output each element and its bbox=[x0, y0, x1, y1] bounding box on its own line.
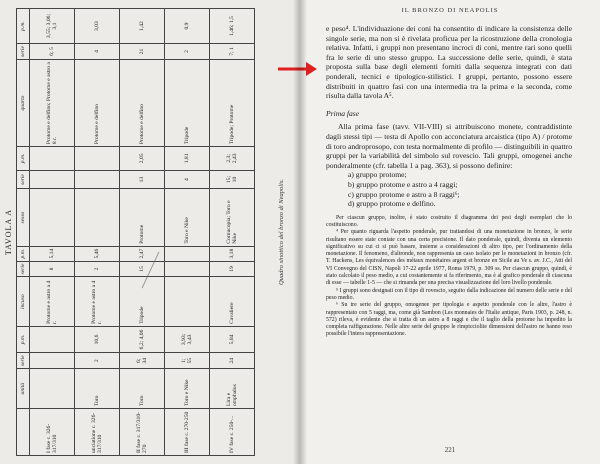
header-pm: p.m. bbox=[17, 326, 30, 352]
header-serie: serie bbox=[17, 353, 30, 369]
cell-incuso-serie: 8 bbox=[30, 261, 75, 277]
cell-unita: Toro bbox=[120, 369, 165, 409]
page-number: 221 bbox=[444, 446, 456, 454]
cell-sesso bbox=[75, 189, 120, 246]
cell-quarto: Tripode; Protome bbox=[210, 59, 255, 146]
cell-incuso-serie: 15 bbox=[120, 261, 165, 277]
cell-sesso-serie bbox=[30, 170, 75, 189]
cell-incuso: Protome e astro a 4 r. bbox=[30, 277, 75, 326]
cell-sesso-serie bbox=[75, 170, 120, 189]
synoptic-table bbox=[16, 8, 255, 456]
cell-unita: Toro bbox=[75, 369, 120, 409]
cell-quarto-serie: 21 bbox=[120, 44, 165, 60]
cell-quarto: Protome e delfino; Protome e astro a 8 r. bbox=[30, 59, 75, 146]
header-unita: unità bbox=[17, 369, 30, 409]
header-incuso: incuso bbox=[17, 277, 30, 326]
table-row bbox=[165, 9, 210, 456]
cell-quarto-pm: 1,42 bbox=[120, 9, 165, 44]
cell-unita-serie bbox=[30, 353, 75, 369]
cell-sesso-serie: 13 bbox=[120, 170, 165, 189]
cell-quarto: Protome e delfino bbox=[120, 59, 165, 146]
cell-sesso: Protome bbox=[120, 189, 165, 246]
red-arrow-icon bbox=[276, 60, 318, 78]
paragraph-2: Alla prima fase (tavv. VII-VIII) si attribuiscono monete, contraddistinte dagli stessi tipi — testa di Apollo con acconciatura arcaistica (tipo A) / protome di toro androprosopo, con testa normalmente di profilo — distinguibili in quattro gruppi per la variabilità del simbolo sul rovescio. Tali gruppi, omogenei anche ponderalmente (cfr. tabella 1 a pag. 363), si possono definire: bbox=[326, 122, 572, 170]
footnote: ⁴ Per quanto riguarda l'aspetto ponderale, pur trattandosi di una monetazione in bronzo, le serie risultano essere state coniate con una certa precisione. Il dato ponderale, quindi, diventa un elemento significativo su cui ci si può basare, insieme a considerazioni di altro tipo, per l'ordinamento della monetazione. Il fenomeno, d'altronde, non rappresenta un caso isolato per le monetazioni in bronzo (cfr. T. Hackens, Les équivalences des métaux monétaires argent et bronze en Sicile au Ve s. av. J.C., Atti del VI Convegno del CISN, Napoli 17-22 aprile 1977, Roma 1979, p. 309 ss. Per ciascun gruppo, quindi, è stato calcolato il peso medio, a cui costantemente si fa riferimento, ma è al grafico ponderale di ciascuna di esse — tabelle 1-5 — che si rimanda per una precisa visualizzazione del loro livello ponderale. bbox=[326, 229, 572, 287]
list-item: d) gruppo protome e delfino. bbox=[348, 199, 436, 209]
paragraph-1: e peso⁴. L'individuazione dei coni ha consentito di indicare la consistenza delle singole serie, ma non si è rivelata proficua per la ricostruzione della cronologia relativa. Infatti, i gruppi non presentano incroci di coni, mentre rari sono quelli fra le serie di uno stesso gruppo. La successione delle serie, quindi, è stata proposta sulla base degli elementi forniti dalla sequenza integrati con dati ponderali, tecnici e tipologico-stilistici. I gruppi, pertanto, possono essere distribuiti in quattro fasi con una intermedia tra la prima e la seconda, come risulta dalla tavola A⁵. bbox=[326, 24, 572, 101]
cell-sesso: Toro e Nike bbox=[165, 189, 210, 246]
cell-incuso-serie bbox=[165, 261, 210, 277]
cell-fase: unciatione c. 326-317/310 bbox=[75, 409, 120, 456]
header-serie: serie bbox=[17, 44, 30, 60]
cell-fase: III fase c. 270-250 bbox=[165, 409, 210, 456]
cell-unita-pm: 5,84 bbox=[210, 326, 255, 352]
cell-unita-serie: 2 bbox=[75, 353, 120, 369]
cell-fase: I fase c. 326-317/310 bbox=[30, 409, 75, 456]
cell-unita-pm: 10,6 bbox=[75, 326, 120, 352]
header-quarto: quarto bbox=[17, 59, 30, 146]
cell-quarto-pm: 3,03 bbox=[75, 9, 120, 44]
body-text bbox=[326, 24, 572, 339]
cell-quarto-pm: 1,46; 1,5 bbox=[210, 9, 255, 44]
table-row bbox=[210, 9, 255, 456]
header-pm: p.m. bbox=[17, 246, 30, 261]
list-item: b) gruppo protome e astro a 4 raggi; bbox=[348, 179, 458, 189]
cell-sesso: Cornucopia; Toro e Nike bbox=[210, 189, 255, 246]
header-pm: p.m. bbox=[17, 9, 30, 44]
cell-sesso-serie: 4 bbox=[165, 170, 210, 189]
cell-sesso-pm: 2,05 bbox=[120, 147, 165, 171]
cell-unita-pm: 3,93; 3,43 bbox=[165, 326, 210, 352]
footnote: ⁵ I gruppi sono designati con il tipo di rovescio, seguito dalla indicazione del numero delle serie e del peso medio. bbox=[326, 287, 572, 301]
cell-quarto-pm: 0,9 bbox=[165, 9, 210, 44]
table-header-row bbox=[17, 9, 30, 456]
cell-unita-serie: 1; 55 bbox=[165, 353, 210, 369]
footnote: Per ciascun gruppo, inoltre, è stato costruito il diagramma dei pesi degli esemplari che lo costituiscono. bbox=[326, 214, 572, 228]
cell-quarto-serie: 7; 1 bbox=[210, 44, 255, 60]
arrow-head bbox=[306, 62, 317, 76]
cell-sesso-pm: 2,3; 2,43 bbox=[210, 147, 255, 171]
cell-unita: Toro e Nike bbox=[165, 369, 210, 409]
cell-fase: IV fase c. 250-... bbox=[210, 409, 255, 456]
cell-incuso-pm: 5,14 bbox=[30, 246, 75, 261]
running-head: IL BRONZO DI NEAPOLIS bbox=[401, 7, 499, 14]
cell-incuso bbox=[165, 277, 210, 326]
cell-incuso: Protome e astro a 4 r. bbox=[75, 277, 120, 326]
cell-quarto-serie: 4 bbox=[75, 44, 120, 60]
header-sesso: sesso bbox=[17, 189, 30, 246]
cell-unita-serie: 24 bbox=[210, 353, 255, 369]
cell-incuso: Cavaliere bbox=[210, 277, 255, 326]
cell-incuso-pm: 2,47 bbox=[120, 246, 165, 261]
list-item: a) gruppo protome; bbox=[348, 170, 407, 180]
cell-incuso-serie: 2 bbox=[75, 261, 120, 277]
cell-incuso: Tripode bbox=[120, 277, 165, 326]
cell-quarto: Tripode bbox=[165, 59, 210, 146]
cell-incuso-pm: 3,18 bbox=[210, 246, 255, 261]
table-row bbox=[30, 9, 75, 456]
cell-quarto: Protome e delfino bbox=[75, 59, 120, 146]
cell-incuso-pm bbox=[165, 246, 210, 261]
cell-sesso-pm: 1,81 bbox=[165, 147, 210, 171]
table-caption: Quadro sinottico del bronzo di Neapolis. bbox=[278, 178, 285, 286]
right-page bbox=[300, 0, 600, 464]
header-serie: serie bbox=[17, 170, 30, 189]
cell-unita-pm: 6,2; 4,06 bbox=[120, 326, 165, 352]
cell-unita-serie: 6; 34 bbox=[120, 353, 165, 369]
cell-sesso bbox=[30, 189, 75, 246]
cell-unita-pm bbox=[30, 326, 75, 352]
cell-unita bbox=[30, 369, 75, 409]
cell-fase: II fase c. 317/310-270 bbox=[120, 409, 165, 456]
table-title: TAVOLA A bbox=[4, 208, 13, 256]
section-title: Prima fase bbox=[326, 108, 360, 118]
cell-quarto-serie: 2 bbox=[165, 44, 210, 60]
cell-quarto-pm: 3,55; 3,06; 3,1 bbox=[30, 9, 75, 44]
header-pm: p.m. bbox=[17, 147, 30, 171]
cell-incuso-serie: 19 bbox=[210, 261, 255, 277]
table-row bbox=[75, 9, 120, 456]
cell-sesso-pm bbox=[30, 147, 75, 171]
table-row bbox=[120, 9, 165, 456]
cell-incuso-pm: 5,46 bbox=[75, 246, 120, 261]
cell-sesso-pm bbox=[75, 147, 120, 171]
header-serie: serie bbox=[17, 261, 30, 277]
footnotes bbox=[326, 215, 572, 339]
cell-quarto-serie: 6; 5 bbox=[30, 44, 75, 60]
list-item: c) gruppo protome e astro a 8 raggi⁶; bbox=[348, 189, 460, 199]
footnote: ⁶ Su tre serie del gruppo, omogenee per tipologia e aspetto ponderale con le altre, l'astro è rappresentato con 5 raggi, ma, come già Sambon (Les monnaies de l'Italie antique, Paris 1903, p. 248, n. 572) rileva, è evidente che si tratta di un astro a 8 raggi e che il taglio della protome ha impedito la completa raffigurazione. Nelle altre serie del gruppo le rimpicciolite dimensioni dell'astro ne hanno reso possibile l'intera rappresentazione. bbox=[326, 302, 572, 338]
cell-unita: Lira e omphalos bbox=[210, 369, 255, 409]
cell-sesso-serie: 15; 10 bbox=[210, 170, 255, 189]
header-fase bbox=[17, 409, 30, 456]
